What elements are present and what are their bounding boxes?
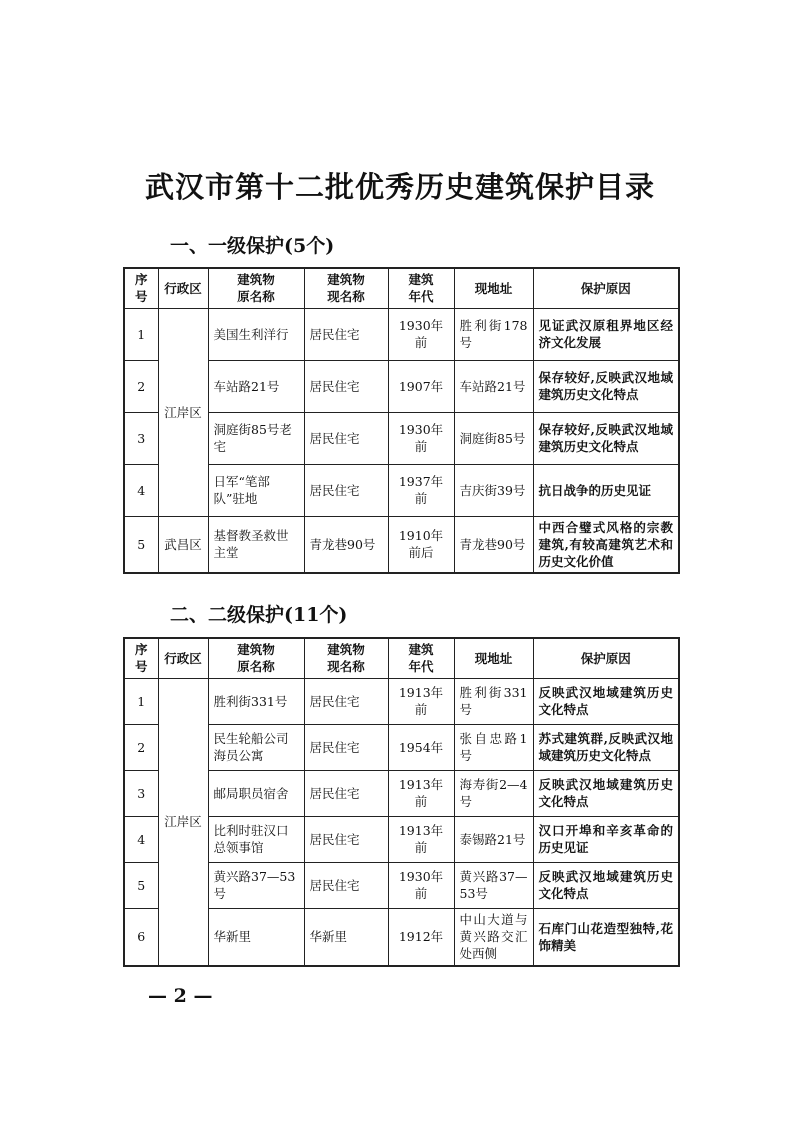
header-no: 序号 (124, 268, 158, 308)
table-row (124, 816, 679, 862)
cell-reason: 保存较好,反映武汉地域建筑历史文化特点 (533, 360, 679, 412)
cell-address: 吉庆街39号 (454, 464, 533, 516)
cell-orig-name: 民生轮船公司海员公寓 (208, 724, 304, 770)
cell-address: 胜利街331号 (454, 678, 533, 724)
table-row (124, 464, 679, 516)
cell-year: 1930年前 (388, 862, 454, 908)
cell-reason: 反映武汉地域建筑历史文化特点 (533, 770, 679, 816)
cell-curr-name: 居民住宅 (304, 816, 388, 862)
cell-year: 1913年前 (388, 816, 454, 862)
cell-reason: 苏式建筑群,反映武汉地域建筑历史文化特点 (533, 724, 679, 770)
cell-year: 1930年前 (388, 412, 454, 464)
cell-no: 2 (124, 724, 158, 770)
table-row (124, 678, 679, 724)
page-number: — 2 — (148, 985, 213, 1007)
table-header-row (124, 638, 679, 678)
cell-reason: 抗日战争的历史见证 (533, 464, 679, 516)
cell-no: 4 (124, 816, 158, 862)
cell-orig-name: 日军“笔部队”驻地 (208, 464, 304, 516)
header-orig-name: 建筑物 原名称 (208, 638, 304, 678)
header-reason: 保护原因 (533, 268, 679, 308)
cell-reason: 见证武汉原租界地区经济文化发展 (533, 308, 679, 360)
cell-no: 1 (124, 308, 158, 360)
cell-reason: 汉口开埠和辛亥革命的历史见证 (533, 816, 679, 862)
header-district: 行政区 (158, 268, 208, 308)
cell-curr-name: 居民住宅 (304, 724, 388, 770)
cell-address: 张自忠路1号 (454, 724, 533, 770)
cell-address: 泰锡路21号 (454, 816, 533, 862)
cell-curr-name: 居民住宅 (304, 412, 388, 464)
cell-reason: 石库门山花造型独特,花饰精美 (533, 908, 679, 966)
cell-reason: 中西合璧式风格的宗教建筑,有较高建筑艺术和历史文化价值 (533, 516, 679, 573)
cell-orig-name: 洞庭街85号老宅 (208, 412, 304, 464)
table-row (124, 308, 679, 360)
cell-curr-name: 居民住宅 (304, 360, 388, 412)
header-address: 现地址 (454, 268, 533, 308)
cell-orig-name: 邮局职员宿舍 (208, 770, 304, 816)
cell-curr-name: 居民住宅 (304, 308, 388, 360)
cell-orig-name: 美国生利洋行 (208, 308, 304, 360)
header-no: 序号 (124, 638, 158, 678)
cell-no: 2 (124, 360, 158, 412)
cell-orig-name: 胜利街331号 (208, 678, 304, 724)
cell-curr-name: 居民住宅 (304, 770, 388, 816)
header-district: 行政区 (158, 638, 208, 678)
table-header-row (124, 268, 679, 308)
cell-no: 4 (124, 464, 158, 516)
cell-orig-name: 车站路21号 (208, 360, 304, 412)
cell-curr-name: 居民住宅 (304, 464, 388, 516)
table-row (124, 724, 679, 770)
header-address: 现地址 (454, 638, 533, 678)
cell-no: 3 (124, 770, 158, 816)
cell-year: 1913年前 (388, 770, 454, 816)
cell-year: 1907年 (388, 360, 454, 412)
table-row (124, 360, 679, 412)
cell-address: 中山大道与黄兴路交汇处西侧 (454, 908, 533, 966)
page-title: 武汉市第十二批优秀历史建筑保护目录 (144, 170, 655, 204)
table-row (124, 862, 679, 908)
header-orig-name: 建筑物 原名称 (208, 268, 304, 308)
cell-district: 武昌区 (158, 516, 208, 573)
table-row (124, 412, 679, 464)
cell-year: 1913年前 (388, 678, 454, 724)
cell-reason: 反映武汉地域建筑历史文化特点 (533, 678, 679, 724)
cell-no: 1 (124, 678, 158, 724)
section-heading-level-2: 二、二级保护(11个) (170, 604, 348, 626)
cell-no: 5 (124, 862, 158, 908)
cell-curr-name: 华新里 (304, 908, 388, 966)
header-year: 建筑 年代 (388, 638, 454, 678)
table-level-1-protection (123, 267, 680, 574)
cell-address: 车站路21号 (454, 360, 533, 412)
cell-reason: 反映武汉地域建筑历史文化特点 (533, 862, 679, 908)
header-reason: 保护原因 (533, 638, 679, 678)
section-heading-level-1: 一、一级保护(5个) (170, 235, 335, 257)
cell-address: 青龙巷90号 (454, 516, 533, 573)
cell-curr-name: 青龙巷90号 (304, 516, 388, 573)
cell-orig-name: 华新里 (208, 908, 304, 966)
cell-address: 黄兴路37—53号 (454, 862, 533, 908)
table-row (124, 908, 679, 966)
cell-district: 江岸区 (158, 678, 208, 966)
table-row (124, 770, 679, 816)
cell-year: 1910年前后 (388, 516, 454, 573)
cell-orig-name: 基督教圣救世主堂 (208, 516, 304, 573)
cell-address: 胜利街178号 (454, 308, 533, 360)
cell-year: 1930年前 (388, 308, 454, 360)
cell-curr-name: 居民住宅 (304, 678, 388, 724)
table-level-2-protection (123, 637, 680, 967)
cell-curr-name: 居民住宅 (304, 862, 388, 908)
cell-address: 洞庭街85号 (454, 412, 533, 464)
table-row (124, 516, 679, 573)
cell-year: 1912年 (388, 908, 454, 966)
header-curr-name: 建筑物 现名称 (304, 268, 388, 308)
header-curr-name: 建筑物 现名称 (304, 638, 388, 678)
cell-orig-name: 黄兴路37—53号 (208, 862, 304, 908)
cell-reason: 保存较好,反映武汉地域建筑历史文化特点 (533, 412, 679, 464)
cell-year: 1937年前 (388, 464, 454, 516)
cell-year: 1954年 (388, 724, 454, 770)
cell-no: 6 (124, 908, 158, 966)
cell-no: 3 (124, 412, 158, 464)
cell-district: 江岸区 (158, 308, 208, 516)
cell-no: 5 (124, 516, 158, 573)
cell-orig-name: 比利时驻汉口总领事馆 (208, 816, 304, 862)
header-year: 建筑 年代 (388, 268, 454, 308)
cell-address: 海寿街2—4号 (454, 770, 533, 816)
